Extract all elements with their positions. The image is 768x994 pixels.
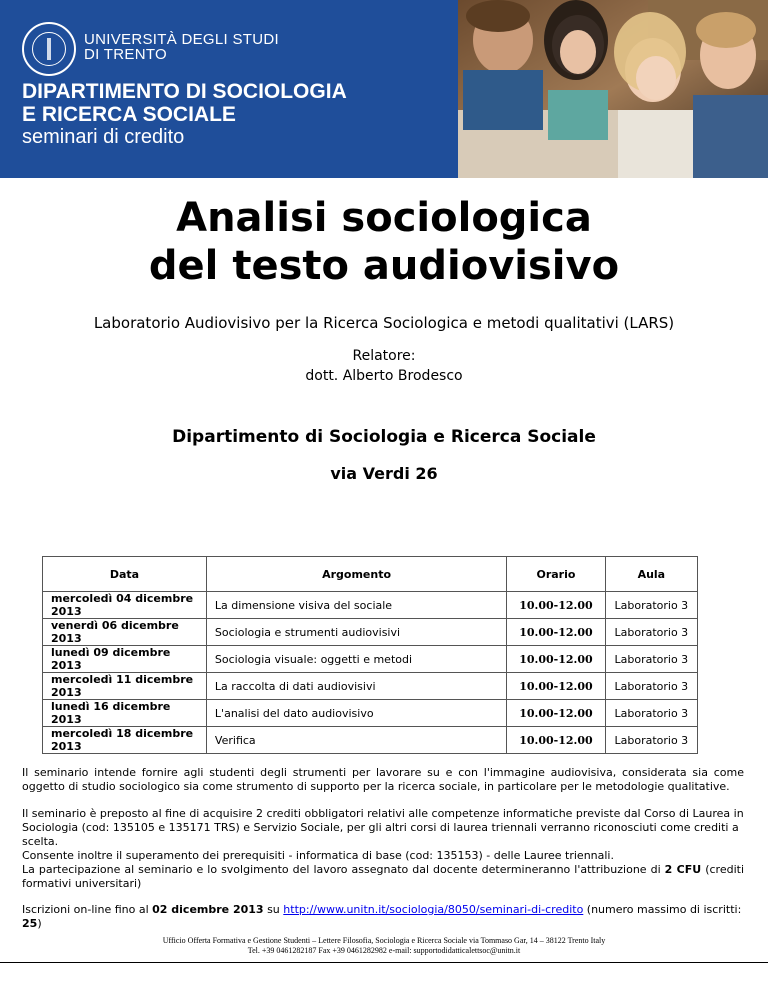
row-time: 10.00-12.00	[507, 619, 605, 646]
speaker-label: Relatore:	[352, 348, 416, 364]
department-title-line2: E RICERCA SOCIALE	[22, 103, 236, 126]
table-row	[43, 673, 698, 700]
header-time: Orario	[507, 557, 605, 592]
row-topic: Sociologia e strumenti audiovisivi	[206, 619, 506, 646]
header-topic: Argomento	[206, 557, 506, 592]
seminar-subtitle: Laboratorio Audiovisivo per la Ricerca Sociologica e metodi qualitativi (LARS)	[93, 314, 675, 332]
row-room: Laboratorio 3	[605, 619, 697, 646]
university-name-line1: UNIVERSITÀ DEGLI STUDI	[84, 31, 279, 48]
venue-address: via Verdi 26	[330, 464, 438, 483]
header-date: Data	[43, 557, 207, 592]
row-time: 10.00-12.00	[507, 673, 605, 700]
row-topic: La raccolta di dati audiovisivi	[206, 673, 506, 700]
university-name-line2: DI TRENTO	[84, 46, 167, 63]
university-seal-logo	[22, 22, 76, 76]
row-room: Laboratorio 3	[605, 592, 697, 619]
cfu-prefix: La partecipazione al seminario e lo svolgimento del lavoro assegnato dal docente determineranno l'attribuzione di	[22, 863, 661, 876]
row-time: 10.00-12.00	[507, 700, 605, 727]
table-row	[43, 646, 698, 673]
speaker-name: dott. Alberto Brodesco	[305, 368, 463, 384]
seminar-title-line1: Analisi sociologica	[176, 195, 592, 241]
row-time: 10.00-12.00	[507, 646, 605, 673]
header-photo-students	[458, 0, 768, 178]
cfu-paragraph	[22, 863, 744, 891]
row-date: lunedì 09 dicembre 2013	[43, 646, 207, 673]
registration-link[interactable]: http://www.unitn.it/sociologia/8050/seminari-di-credito	[283, 903, 584, 916]
series-label: seminari di credito	[22, 126, 185, 148]
footer-phone-email: Tel. +39 0461282187 Fax +39 0461282982 e-mail: supportodidatticalettsoc@unitn.it	[247, 946, 521, 955]
cfu-suffix: (crediti formativi universitari)	[22, 863, 745, 890]
row-time: 10.00-12.00	[507, 727, 605, 754]
credits-paragraph	[22, 807, 744, 863]
footer-contact	[0, 936, 768, 956]
registration-deadline: 02 dicembre 2013	[152, 903, 264, 916]
schedule-table	[42, 556, 698, 754]
row-date: lunedì 16 dicembre 2013	[43, 700, 207, 727]
row-date: mercoledì 11 dicembre 2013	[43, 673, 207, 700]
row-date: mercoledì 04 dicembre 2013	[43, 592, 207, 619]
prerequisites-text: Consente inoltre il superamento dei prerequisiti - informatica di base (cod: 135153) - delle Lauree triennali.	[22, 849, 614, 862]
header-room: Aula	[605, 557, 697, 592]
registration-mid: su	[267, 903, 280, 916]
row-room: Laboratorio 3	[605, 727, 697, 754]
footer-divider	[0, 962, 768, 963]
table-row	[43, 727, 698, 754]
registration-close: )	[37, 917, 42, 930]
row-room: Laboratorio 3	[605, 646, 697, 673]
registration-suffix: (numero massimo di iscritti:	[586, 903, 742, 916]
registration-paragraph	[22, 903, 744, 931]
header-banner	[0, 0, 768, 178]
department-title-line1: DIPARTIMENTO DI SOCIOLOGIA	[22, 80, 347, 103]
row-date: venerdì 06 dicembre 2013	[43, 619, 207, 646]
table-row	[43, 619, 698, 646]
row-topic: Verifica	[206, 727, 506, 754]
row-topic: La dimensione visiva del sociale	[206, 592, 506, 619]
seminar-title	[0, 194, 768, 290]
cfu-value: 2 CFU	[664, 863, 702, 876]
seminar-title-line2: del testo audiovisivo	[148, 243, 620, 289]
row-room: Laboratorio 3	[605, 700, 697, 727]
footer-address: Ufficio Offerta Formativa e Gestione Studenti – Lettere Filosofia, Sociologia e Ricerca Sociale via Tommaso Gar, 14 – 38122 Trento Italy	[162, 936, 606, 945]
row-room: Laboratorio 3	[605, 673, 697, 700]
row-topic: L'analisi del dato audiovisivo	[206, 700, 506, 727]
credits-text: Il seminario è preposto al fine di acquisire 2 crediti obbligatori relativi alle competenze informatiche previste dal Corso di Laurea in Sociologia (cod: 135105 e 135171 TRS) e Servizio Sociale, per gli altri corsi di laurea triennali verranno riconosciuti come crediti a scelta.	[22, 807, 744, 848]
header-blue-panel	[0, 0, 458, 178]
registration-prefix: Iscrizioni on-line fino al	[22, 903, 149, 916]
intro-paragraph: Il seminario intende fornire agli studenti degli strumenti per lavorare su e con l'immagine audiovisiva, considerata sia come oggetto di studio sociologico sia come strumento di supporto per la ricerca sociale, in particolare per le metodologie qualitative.	[22, 766, 744, 793]
row-date: mercoledì 18 dicembre 2013	[43, 727, 207, 754]
row-topic: Sociologia visuale: oggetti e metodi	[206, 646, 506, 673]
department-title	[22, 80, 347, 126]
row-time: 10.00-12.00	[507, 592, 605, 619]
venue-name: Dipartimento di Sociologia e Ricerca Sociale	[172, 427, 596, 447]
table-row	[43, 592, 698, 619]
table-row	[43, 700, 698, 727]
speaker-block	[0, 346, 768, 386]
university-name	[84, 32, 279, 62]
registration-max: 25	[22, 917, 38, 930]
table-header-row	[43, 557, 698, 592]
